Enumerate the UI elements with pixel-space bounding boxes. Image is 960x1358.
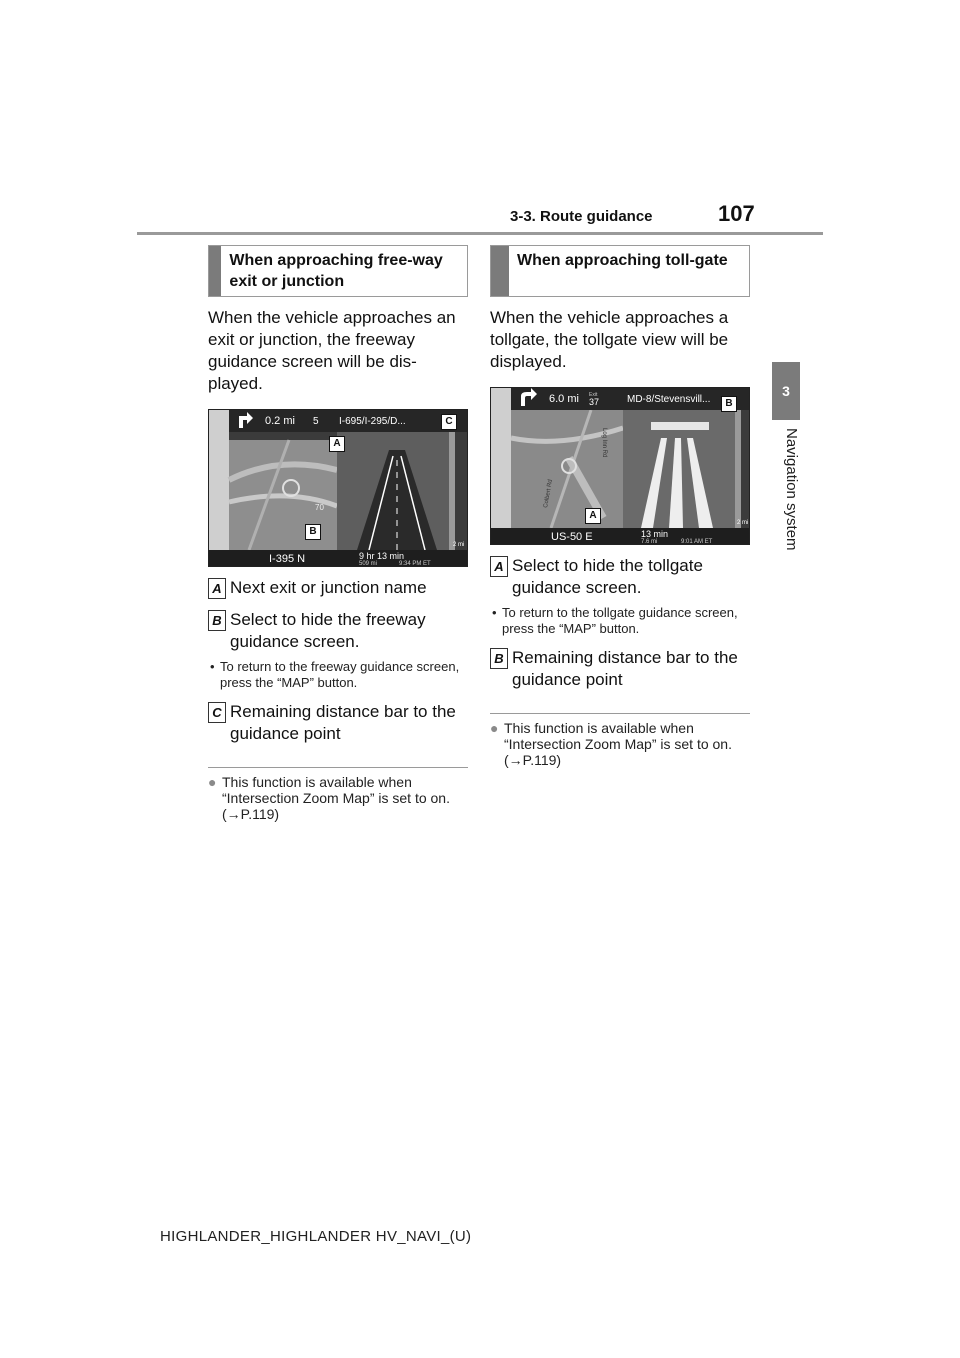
- svg-text:13 min: 13 min: [641, 529, 669, 539]
- right-heading-box: [490, 245, 750, 297]
- callout-c: C: [441, 414, 457, 430]
- svg-text:2 mi: 2 mi: [453, 542, 465, 548]
- left-intro: When the vehicle approaches an exit or junction, the freeway guidance screen will be dis-played.: [208, 308, 456, 393]
- tollgate-guidance-image: [491, 388, 749, 544]
- left-item-c: [208, 701, 468, 745]
- svg-text:9 hr 13 min: 9 hr 13 min: [359, 551, 405, 561]
- chapter-label: Navigation system: [783, 428, 800, 551]
- freeway-guidance-screenshot: [208, 409, 468, 567]
- chapter-tab: 3: [772, 362, 800, 420]
- svg-text:US-50 E: US-50 E: [551, 531, 593, 543]
- left-note: [208, 774, 468, 822]
- right-heading: When approaching toll-gate: [517, 252, 728, 269]
- label-c: C: [208, 702, 226, 723]
- label-a: A: [490, 556, 508, 577]
- label-b: B: [208, 610, 226, 631]
- right-intro: When the vehicle approaches a tollgate, the tollgate view will be displayed.: [490, 308, 729, 371]
- callout-a: A: [585, 508, 601, 524]
- heading-bar: [209, 246, 221, 296]
- right-item-b: [490, 647, 750, 691]
- svg-text:I-395 N: I-395 N: [269, 553, 306, 565]
- note-rule: [208, 767, 468, 768]
- section-title: 3-3. Route guidance: [510, 208, 653, 225]
- right-note: [490, 720, 750, 768]
- left-item-c-text: Remaining distance bar to the guidance point: [230, 702, 456, 743]
- svg-text:2 mi: 2 mi: [737, 520, 749, 526]
- svg-text:9:01 AM ET: 9:01 AM ET: [681, 539, 713, 544]
- heading-bar: [491, 246, 509, 296]
- right-bullet: • To return to the tollgate guidance screen, press the “MAP” button.: [490, 605, 750, 637]
- svg-text:Exit: Exit: [589, 392, 598, 398]
- left-note-text: This function is available when “Intersection Zoom Map” is set to on. (→P.119): [222, 774, 450, 822]
- right-column: [490, 245, 750, 768]
- header-rule: [137, 232, 823, 235]
- svg-text:MD-8/Stevensvill...: MD-8/Stevensvill...: [627, 394, 711, 405]
- left-item-b: [208, 609, 468, 653]
- left-item-a-text: Next exit or junction name: [230, 578, 427, 597]
- right-item-b-text: Remaining distance bar to the guidance point: [512, 648, 738, 689]
- left-heading: When approaching free-way exit or junction: [229, 252, 443, 290]
- svg-text:Log Inn Rd: Log Inn Rd: [601, 428, 607, 458]
- left-column: [208, 245, 468, 822]
- svg-text:7.6 mi: 7.6 mi: [641, 539, 658, 544]
- note-bullet-icon: ●: [208, 774, 217, 790]
- tollgate-guidance-screenshot: [490, 387, 750, 545]
- callout-b: B: [305, 524, 321, 540]
- svg-text:Colbert Rd: Colbert Rd: [543, 479, 554, 509]
- note-rule: [490, 713, 750, 714]
- right-item-a: [490, 555, 750, 599]
- svg-text:37: 37: [589, 397, 600, 407]
- label-a: A: [208, 578, 226, 599]
- left-bullet: • To return to the freeway guidance screen, press the “MAP” button.: [208, 659, 468, 691]
- note-bullet-icon: ●: [490, 720, 499, 736]
- svg-text:70: 70: [315, 503, 324, 512]
- left-item-b-text: Select to hide the freeway guidance screen.: [230, 610, 426, 651]
- label-b: B: [490, 648, 508, 669]
- right-note-text: This function is available when “Intersection Zoom Map” is set to on. (→P.119): [504, 720, 732, 768]
- document-footer: HIGHLANDER_HIGHLANDER HV_NAVI_(U): [160, 1228, 472, 1245]
- right-item-a-text: Select to hide the tollgate guidance screen.: [512, 556, 703, 597]
- left-heading-box: [208, 245, 468, 297]
- svg-text:5: 5: [313, 416, 319, 427]
- left-item-a: [208, 577, 468, 599]
- callout-b: B: [721, 396, 737, 412]
- svg-text:0.2 mi: 0.2 mi: [265, 415, 295, 427]
- page-number: 107: [718, 201, 755, 226]
- freeway-guidance-image: [209, 410, 467, 566]
- svg-text:I-695/I-295/D...: I-695/I-295/D...: [339, 416, 406, 427]
- svg-text:6.0 mi: 6.0 mi: [549, 393, 579, 405]
- callout-a: A: [329, 436, 345, 452]
- svg-text:9:34 PM ET: 9:34 PM ET: [399, 561, 431, 566]
- svg-text:509 mi: 509 mi: [359, 561, 378, 566]
